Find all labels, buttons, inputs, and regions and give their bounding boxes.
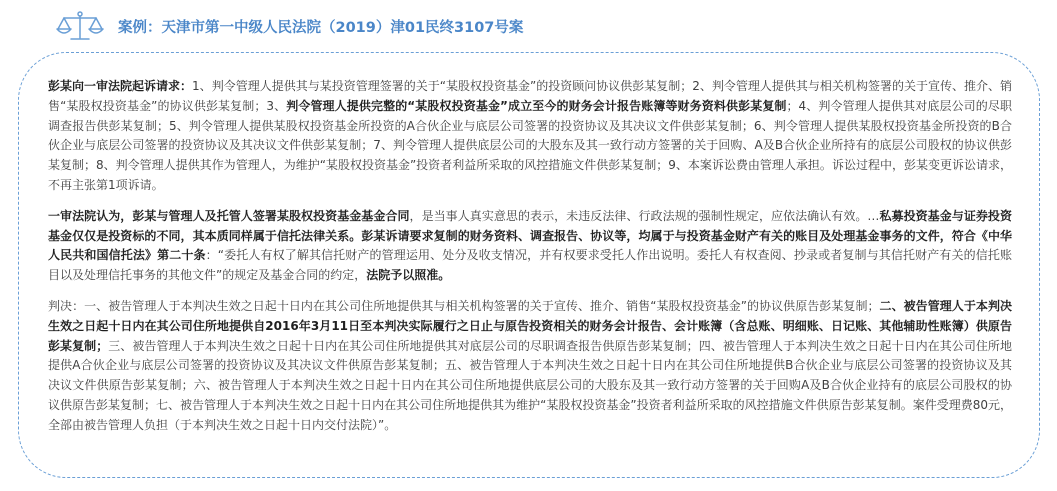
opinion-trust-law-quote: ：“委托人有权了解其信托财产的管理运用、处分及收支情况，并有权要求受托人作出说明。委托人有权查阅、抄录或者复制与其信托财产有关的信托账目以及处理信托事务的其他文件”的规定及基金合同的约定， (48, 248, 1012, 283)
judgment-item-2-emphasis: 二、被告管理人于本判决生效之日起十日内在其公司住所地提供自2016年3月11日至本判决实际履行之日止与原告投资相关的财务会计报告、会计账簿（含总账、明细账、日记账、其他辅助性账簿）供原告彭某复制； (48, 298, 1012, 353)
right-pan (89, 29, 103, 33)
claims-paragraph (48, 77, 1012, 196)
left-pan-string-b (64, 18, 70, 29)
claims-items-4-9: ；4、判令管理人提供其对底层公司的尽职调查报告供彭某复制；5、判令管理人提供某股权投资基金所投资的A合伙企业与底层公司签署的投资协议及其决议文件供彭某复制；6、判令管理人提供某股权投资基金所投资的B合伙企业与底层公司签署的投资协议及其决议文件供彭某复制；7、判令管理人提供底层公司的大股东及其一致行动方签署的关于回购、A及B合伙企业所持有的底层公司股权的协议供彭某复制；8、判令管理人提供其作为管理人，为维护“某股权投资基金”投资者利益所采取的风控措施文件供彭某复制；9、本案诉讼费由管理人承担。诉讼过程中，彭某变更诉讼请求，不再主张第1项诉请。 (48, 98, 1012, 192)
judgment-items-3-7: 三、被告管理人于本判决生效之日起十日内在其公司住所地提供其对底层公司的尽职调查报告供原告彭某复制；四、被告管理人于本判决生效之日起十日内在其公司住所地提供A合伙企业与底层公司签署的投资协议及其决议文件供原告彭某复制；五、被告管理人于本判决生效之日起十日内在其公司住所地提供B合伙企业与底层公司签署的投资协议及其决议文件供原告彭某复制；六、被告管理人于本判决生效之日起十日内在其公司住所地提供底层公司的大股东及其一致行动方签署的关于回购A及B合伙企业持有的底层公司股权的协议供原告彭某复制；七、被告管理人于本判决生效之日起十日内在其公司住所地提供其为维护“某股权投资基金”投资者利益所采取的风控措施文件供原告彭某复制。案件受理费80元，全部由被告管理人负担（于本判决生效之日起十日内交付法院）”。 (48, 338, 1012, 432)
claims-items-1-3: 1、判令管理人提供其与某投资管理签署的关于“某股权投资基金”的投资顾问协议供彭某复制；2、判令管理人提供其与相关机构签署的关于宣传、推介、销售“某股权投资基金”的协议供彭某复制；3、 (48, 79, 1012, 113)
opinion-validity: ，是当事人真实意思的表示，未违反法律、行政法规的强制性规定，应依法确认有效。… (409, 208, 880, 223)
opinion-conclusion: 法院予以照准。 (366, 268, 451, 283)
case-title: 案例：天津市第一中级人民法院（2019）津01民终3107号案 (118, 20, 524, 36)
scales-of-justice-icon (56, 10, 104, 44)
scales-of-justice-graphic (56, 10, 104, 44)
right-pan-string-a (90, 18, 96, 29)
judgment-item-1: 判决：一、被告管理人于本判决生效之日起十日内在其公司住所地提供其与相关机构签署的关于宣传、推介、销售“某股权投资基金”的协议供原告彭某复制； (48, 298, 880, 313)
claims-heading: 彭某向一审法院起诉请求： (48, 79, 193, 93)
judgment-paragraph (48, 297, 1012, 436)
opinion-trust-relationship: 私募投资基金与证券投资基金仅仅是投资标的不同，其本质同样属于信托法律关系。彭某诉请要求复制的财务资料、调查报告、协议等，均属于与投资基金财产有关的账目及处理基金事务的文件，符合《中华人民共和国信托法》第二十条 (48, 208, 1012, 263)
case-content-box (18, 52, 1040, 478)
opinion-paragraph (48, 207, 1012, 286)
claims-item-3-emphasis: 判令管理人提供完整的“某股权投资基金”成立至今的财务会计报告账簿等财务资料供彭某复制 (286, 98, 787, 113)
left-pan (57, 29, 71, 33)
left-pan-string-a (58, 18, 64, 29)
opinion-heading: 一审法院认为，彭某与管理人及托管人签署某股权投资基金基金合同 (48, 208, 410, 223)
right-pan-string-b (96, 18, 102, 29)
